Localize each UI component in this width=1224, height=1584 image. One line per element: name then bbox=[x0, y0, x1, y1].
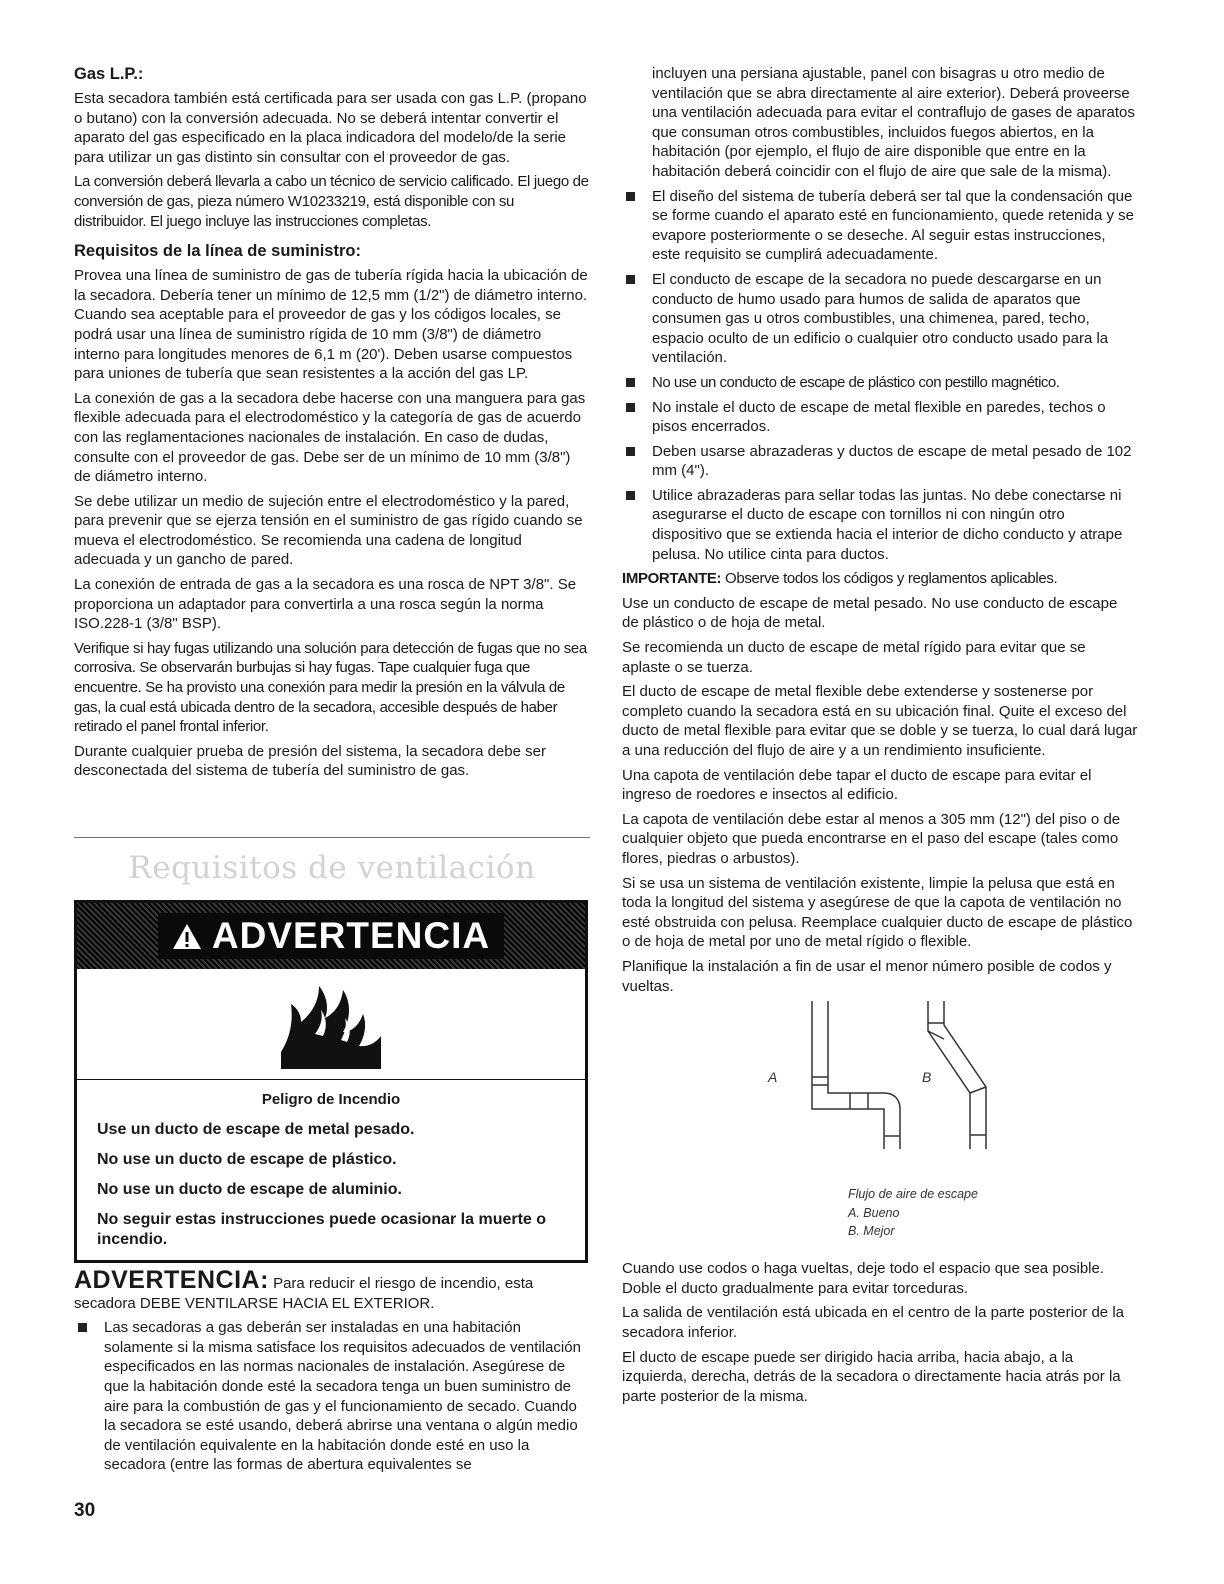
page-number: 30 bbox=[74, 1500, 96, 1521]
square-bullet-icon bbox=[626, 491, 635, 500]
vent-paragraph-10: El ducto de escape puede ser dirigido hacia arriba, hacia abajo, a la izquierda, derecha, detrás de la secadora o directamente hacia atrás por la parte posterior de la misma. bbox=[622, 1348, 1121, 1405]
fire-hazard-area bbox=[77, 969, 585, 1080]
list-item: No instale el ducto de escape de metal flexible en paredes, techos o pisos encerrados. bbox=[622, 398, 1138, 437]
warning-box bbox=[74, 900, 588, 1263]
vent-paragraph-3: El ducto de escape de metal flexible debe extenderse y sostenerse por completo cuando la secadora está en su ubicación final. Quite el exceso del ducto de metal flexible para evitar que se doble y se tuerza, lo cual dará lugar a una reducción del flujo de aire y a un rendimiento insuficiente. bbox=[622, 683, 1138, 759]
vent-paragraph-7: Planifique la instalación a fin de usar el menor número posible de codos y vueltas. bbox=[622, 957, 1112, 995]
left-column bbox=[74, 64, 590, 1480]
vent-paragraph-8: Cuando use codos o haga vueltas, deje todo el espacio que sea posible. Doble el ducto gradualmente para evitar torceduras. bbox=[622, 1260, 1105, 1297]
vent-paragraph-1: Use un conducto de escape de metal pesado. No use conducto de escape de plástico o de hoja de metal. bbox=[622, 594, 1118, 632]
square-bullet-icon bbox=[626, 275, 635, 284]
vent-paragraph-6: Si se usa un sistema de ventilación existente, limpie la pelusa que está en toda la longitud del sistema y asegúrese de que la capota de ventilación no esté obstruida con pelusa. Reemplace cualquier ducto de escape de plástico o de hoja de metal por uno de metal rígido o flexible. bbox=[622, 874, 1133, 951]
supply-paragraph-2: La conexión de gas a la secadora debe hacerse con una manguera para gas flexible adecuada para el electrodoméstico y la categoría de gas de acuerdo con las reglamentaciones nacionales de instalación. En caso de dudas, consulte con el proveedor de gas. Debe ser de un mínimo de 10 mm (3/8") de diámetro interno. bbox=[74, 389, 586, 486]
warning-line-3: No use un ducto de escape de aluminio. bbox=[97, 1181, 402, 1198]
vent-section-title: Requisitos de ventilación bbox=[128, 850, 536, 886]
list-item: Utilice abrazaderas para sellar todas las juntas. No debe conectarse ni asegurarse el ducto de escape con tornillos ni con ningún otro dispositivo que se extienda hacia el interior de dicho conducto y atrape pelusa. No utilice cinta para ductos. bbox=[622, 486, 1138, 564]
warning-triangle-icon bbox=[172, 923, 202, 950]
supply-paragraph-5: Verifique si hay fugas utilizando una solución para detección de fugas que no sea corrosiva. Se observarán burbujas si hay fugas. Tape cualquier fuga que encuentre. Se ha provisto una conexión para medir la presión en la válvula de gas, la cual está ubicada dentro de la secadora, accesible después de haber retirado el panel frontal inferior. bbox=[74, 639, 587, 736]
list-item: Deben usarse abrazaderas y ductos de escape de metal pesado de 102 mm (4"). bbox=[622, 442, 1138, 481]
warning-line-fire-hazard: Peligro de Incendio bbox=[261, 1091, 401, 1108]
warning-line-4: No seguir estas instrucciones puede ocasionar la muerte o incendio. bbox=[97, 1211, 547, 1248]
square-bullet-icon bbox=[78, 1323, 87, 1332]
list-item: Las secadoras a gas deberán ser instaladas en una habitación solamente si la misma satisface los requisitos adecuados de ventilación especificados en las normas nacionales de instalación. Asegúrese de que la habitación donde esté la secadora tenga un buen suministro de aire para la combustión de gas y el funcionamiento de secado. Cuando la secadora se esté usando, deberá abrirse una ventana o algún medio de ventilación equivalente en la habitación donde esté en uso la secadora (entre las formas de abertura equivalentes se bbox=[74, 1318, 590, 1475]
advertencia-label: ADVERTENCIA: bbox=[74, 1266, 269, 1294]
important-note: IMPORTANTE: Observe todos los códigos y reglamentos aplicables. bbox=[622, 570, 1058, 588]
list-item-continued: incluyen una persiana ajustable, panel con bisagras u otro medio de ventilación que se abra directamente al aire exterior). Deberá proveerse una ventilación adecuada para evitar el contraflujo de gases de aparatos que consuman otros combustibles, incluidos fuegos abiertos, en la habitación (por ejemplo, el flujo de aire disponible que entre en la habitación deberá coincidir con el flujo de aire que sale de la misma). bbox=[652, 65, 1135, 180]
supply-line-heading: Requisitos de la línea de suministro: bbox=[74, 242, 361, 261]
warning-header-text: ADVERTENCIA bbox=[211, 915, 491, 956]
list-item: No use un conducto de escape de plástico con pestillo magnético. bbox=[622, 373, 1138, 393]
left-bullet-list bbox=[74, 1318, 590, 1475]
gas-lp-conversion-paragraph: La conversión deberá llevarla a cabo un técnico de servicio calificado. El juego de conversión de gas, pieza número W10233219, está disponible con su distribuidor. El juego incluye las instrucciones completas. bbox=[74, 173, 589, 230]
list-item: El conducto de escape de la secadora no puede descargarse en un conducto de humo usado para humos de salida de aparatos que consumen gas u otros combustibles, una chimenea, pared, techo, espacio oculto de un edificio o cualquier otro conducto usado para la ventilación. bbox=[622, 270, 1138, 368]
vent-paragraph-2: Se recomienda un ducto de escape de metal rígido para evitar que se aplaste o se tuerza. bbox=[622, 639, 1086, 676]
vent-paragraph-4: Una capota de ventilación debe tapar el ducto de escape para evitar el ingreso de roedores e insectos al edificio. bbox=[622, 766, 1092, 804]
advertencia-text: Para reducir el riesgo de incendio, esta secadora DEBE VENTILARSE HACIA EL EXTERIOR. bbox=[74, 1275, 534, 1312]
supply-paragraph-6: Durante cualquier prueba de presión del sistema, la secadora debe ser desconectada del sistema de tubería del suministro de gas. bbox=[74, 742, 546, 780]
exhaust-airflow-figure bbox=[622, 1001, 1138, 1251]
warning-header bbox=[77, 903, 585, 969]
gas-lp-paragraph: Esta secadora también está certificada para ser usada con gas L.P. (propano o butano) con la conversión adecuada. No se deberá intentar convertir el aparato del gas especificado en la placa indicadora del modelo/de la serie para utilizar un gas distinto sin consultar con el proveedor de gas. bbox=[74, 90, 587, 166]
duct-elbow-diagram bbox=[622, 1001, 1138, 1181]
gas-lp-heading: Gas L.P.: bbox=[74, 65, 144, 83]
important-label: IMPORTANTE: bbox=[622, 570, 722, 588]
warning-line-2: No use un ducto de escape de plástico. bbox=[97, 1151, 397, 1168]
vent-paragraph-9: La salida de ventilación está ubicada en el centro de la parte posterior de la secadora inferior. bbox=[622, 1304, 1124, 1341]
square-bullet-icon bbox=[626, 378, 635, 387]
right-bullet-list bbox=[622, 64, 1138, 564]
right-column bbox=[622, 64, 1138, 1411]
supply-paragraph-4: La conexión de entrada de gas a la secadora es una rosca de NPT 3/8". Se proporciona un adaptador para convertirla a una rosca según la norma ISO.228-1 (3/8" BSP). bbox=[74, 576, 577, 633]
figure-label-a: A bbox=[768, 1069, 778, 1086]
square-bullet-icon bbox=[626, 192, 635, 201]
figure-label-b: B bbox=[922, 1069, 932, 1086]
vent-paragraph-5: La capota de ventilación debe estar al menos a 305 mm (12") del piso o de cualquier objeto que pueda encontrarse en el paso del escape (tales como flores, piedras o arbustos). bbox=[622, 810, 1121, 867]
supply-paragraph-1: Provea una línea de suministro de gas de tubería rígida hacia la ubicación de la secadora. Debería tener un mínimo de 12,5 mm (1/2") de diámetro interno. Cuando sea aceptable para el proveedor de gas y los códigos locales, se podrá usar una línea de suministro rígida de 10 mm (3/8") de diámetro interno para longitudes menores de 6,1 m (20'). Deben usarse compuestos para uniones de tubería que sean resistentes a la acción del gas LP. bbox=[74, 267, 588, 383]
warning-line-1: Use un ducto de escape de metal pesado. bbox=[97, 1121, 415, 1138]
supply-paragraph-3: Se debe utilizar un medio de sujeción entre el electrodoméstico y la pared, para prevenir que se ejerza tensión en el suministro de gas rígido cuando se mueva el electrodoméstico. Se recomienda una cadena de longitud adecuada y un gancho de pared. bbox=[74, 492, 583, 569]
fire-icon bbox=[271, 974, 391, 1074]
square-bullet-icon bbox=[626, 447, 635, 456]
square-bullet-icon bbox=[626, 403, 635, 412]
list-item: El diseño del sistema de tubería deberá ser tal que la condensación que se forme cuando el aparato esté en funcionamiento, quede retenida y se evapore posteriormente o se deseche. Al seguir estas instrucciones, este requisito se cumplirá adecuadamente. bbox=[622, 187, 1138, 265]
warning-body bbox=[77, 1080, 585, 1260]
section-divider bbox=[74, 837, 590, 838]
advertencia-paragraph bbox=[74, 1266, 590, 1313]
figure-caption: Flujo de aire de escape A. Bueno B. Mejor bbox=[848, 1187, 978, 1239]
